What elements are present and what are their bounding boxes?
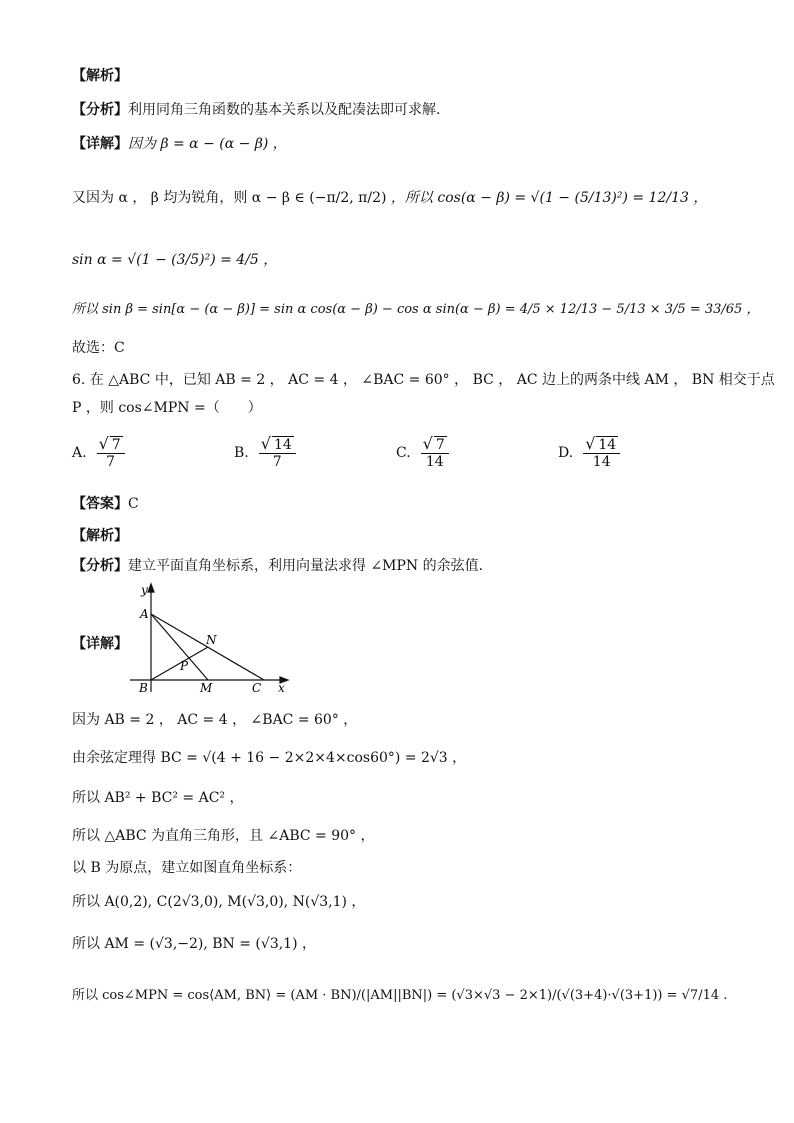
- label-m: M: [200, 681, 213, 695]
- y-arrow: [148, 584, 154, 592]
- q6-step-7: 所以 AM = (√3,−2), BN = (√3,1) ，: [72, 936, 316, 952]
- q6-option-a: A. $\frac{√ 7}{7}$: [72, 436, 127, 470]
- q6-step-2: 由余弦定理得 BC = √(4 + 16 − 2×2×4×cos60°) = 2√3 ，: [72, 750, 467, 766]
- q6-option-b: B. $\frac{√ 14}{7}$: [234, 436, 298, 470]
- q6-analysis-text: 建立平面直角坐标系，利用向量法求得 ∠MPN 的余弦值.: [128, 558, 484, 574]
- q6-analysis-line: 【分析】建立平面直角坐标系，利用向量法求得 ∠MPN 的余弦值.: [72, 558, 484, 574]
- heading-analysis-1: 【解析】: [72, 68, 128, 84]
- q6-step-8: 所以 cos∠MPN = cos⟨AM, BN⟩ = (AM · BN)/(|AM||BN|) = (√3×√3 − 2×1)/(√(3+4)·√(3+1)) = √7/14 .: [72, 988, 728, 1003]
- q5-detail-line: 【详解】因为 β = α − (α − β) ，: [72, 136, 287, 152]
- q6-step-5: 以 B 为原点，建立如图直角坐标系：: [72, 860, 302, 876]
- label-p: P: [180, 659, 189, 673]
- q5-step4: 所以 sin β = sin[α − (α − β)] = sin α cos(α − β) − cos α sin(α − β) = 4/5 × 12/13 − 5/13 × 3/5 = 33/65 ，: [72, 302, 760, 317]
- q6-stem-line2: P ，则 cos∠MPN =（ ）: [72, 400, 262, 416]
- q5-analysis-text: 利用同角三角函数的基本关系以及配凑法即可求解.: [128, 102, 441, 118]
- q5-step1: 因为 β = α − (α − β) ，: [128, 136, 287, 152]
- q5-step2-cos: ，所以 cos(α − β) = √(1 − (5/13)²) = 12/13 ，: [390, 190, 708, 206]
- q5-step2: 又因为 α ， β 均为锐角，则 α − β ∈ (−π/2, π/2) ，所以 cos(α − β) = √(1 − (5/13)²) = 12/13 ，: [72, 190, 708, 206]
- label-c: C: [252, 681, 262, 695]
- label-a: A: [140, 607, 149, 621]
- q6-step-4: 所以 △ABC 为直角三角形，且 ∠ABC = 90° ，: [72, 828, 375, 844]
- q6-answer-line: 【答案】C: [72, 496, 139, 512]
- label-x: x: [278, 681, 285, 695]
- q6-options: [72, 436, 632, 480]
- q5-analysis-line: 【分析】利用同角三角函数的基本关系以及配凑法即可求解.: [72, 102, 441, 118]
- label-y: y: [141, 583, 148, 597]
- q5-step3: sin α = √(1 − (3/5)²) = 4/5 ，: [72, 252, 278, 268]
- q6-step-6: 所以 A(0,2), C(2√3,0), M(√3,0), N(√3,1) ，: [72, 894, 366, 910]
- q5-step2-interval: (−π/2, π/2): [309, 190, 387, 206]
- q6-detail-heading: 【详解】: [72, 636, 128, 652]
- q6-step-1: 因为 AB = 2 ， AC = 4 ， ∠BAC = 60° ，: [72, 712, 358, 728]
- q5-choice: 故选：C: [72, 340, 125, 356]
- q6-option-c: C. $\frac{√ 7}{14}$: [396, 436, 451, 470]
- q6-option-d: D. $\frac{√ 14}{14}$: [558, 436, 622, 470]
- q6-step-3: 所以 AB² + BC² = AC² ，: [72, 790, 244, 806]
- heading-analysis-2: 【解析】: [72, 528, 128, 544]
- q6-stem-line1: 6. 在 △ABC 中，已知 AB = 2 ， AC = 4 ， ∠BAC = 60° ， BC ， AC 边上的两条中线 AM ， BN 相交于点: [72, 372, 775, 388]
- label-b: B: [139, 681, 148, 695]
- label-n: N: [206, 633, 217, 647]
- q6-answer: C: [128, 496, 139, 512]
- triangle-figure: [124, 580, 294, 698]
